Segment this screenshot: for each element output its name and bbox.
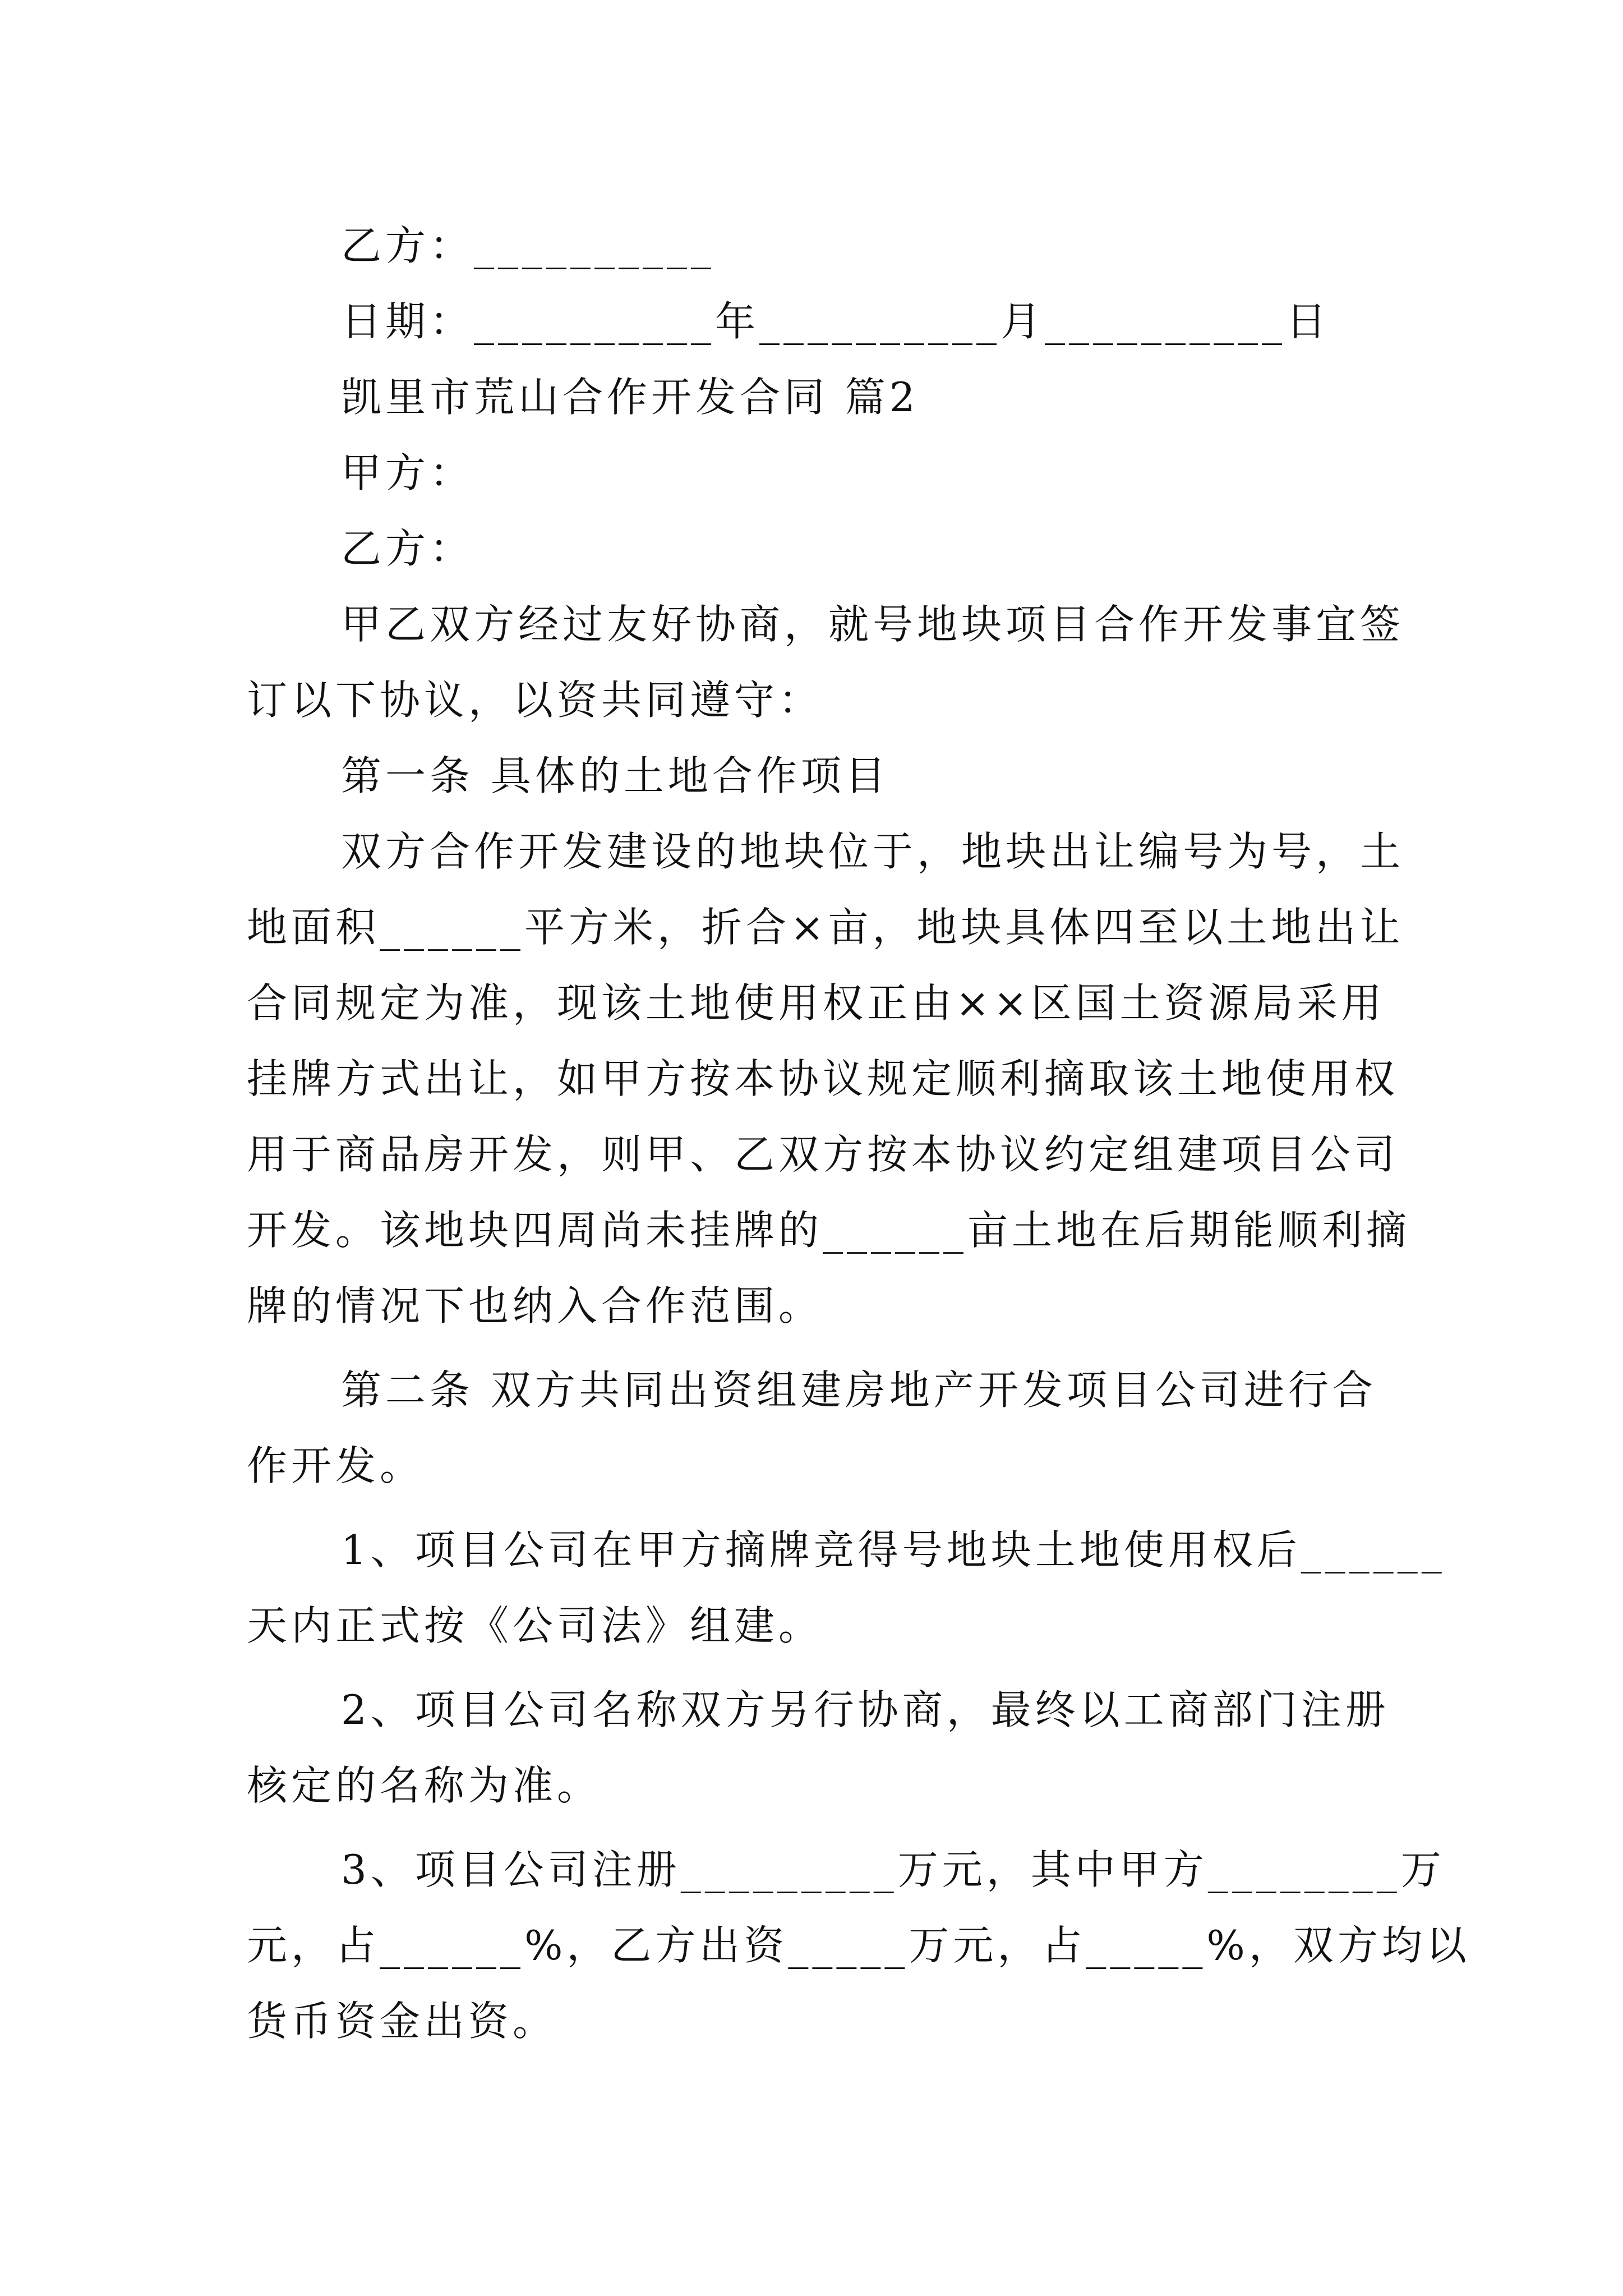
article-1-paragraph-line: 双方合作开发建设的地块位于，地块出让编号为号，土 bbox=[341, 828, 1405, 875]
intro-paragraph-line: 甲乙双方经过友好协商，就号地块项目合作开发事宜签 bbox=[341, 601, 1405, 648]
article-1-paragraph-line: 开发。该地块四周尚未挂牌的______亩土地在后期能顺利摘 bbox=[247, 1207, 1411, 1254]
party-a-label: 甲方： bbox=[341, 449, 474, 496]
intro-paragraph-line: 订以下协议，以资共同遵守： bbox=[247, 677, 823, 724]
date-line: 日期：__________年__________月__________日 bbox=[341, 298, 1331, 345]
clause-3-line: 货币资金出资。 bbox=[247, 1998, 557, 2045]
clause-3-line: 元，占______%，乙方出资_____万元，占_____%，双方均以 bbox=[247, 1922, 1470, 1969]
article-1-paragraph-line: 合同规定为准，现该土地使用权正由××区国土资源局采用 bbox=[247, 979, 1386, 1027]
article-1-heading: 第一条 具体的土地合作项目 bbox=[341, 752, 889, 799]
article-1-paragraph-line: 牌的情况下也纳入合作范围。 bbox=[247, 1282, 823, 1329]
clause-3-line: 3、项目公司注册_________万元，其中甲方________万 bbox=[341, 1846, 1445, 1893]
section-title: 凯里市荒山合作开发合同 篇2 bbox=[341, 374, 919, 421]
clause-2-line: 核定的名称为准。 bbox=[247, 1762, 602, 1809]
article-2-heading: 第二条 双方共同出资组建房地产开发项目公司进行合 bbox=[341, 1366, 1377, 1414]
article-1-paragraph-line: 地面积______平方米，折合×亩，地块具体四至以土地出让 bbox=[247, 904, 1404, 951]
clause-2-line: 2、项目公司名称双方另行协商，最终以工商部门注册 bbox=[341, 1686, 1390, 1733]
article-1-paragraph-line: 挂牌方式出让，如甲方按本协议规定顺利摘取该土地使用权 bbox=[247, 1055, 1399, 1102]
party-b-signature-line: 乙方：__________ bbox=[341, 222, 716, 269]
party-b-label: 乙方： bbox=[341, 525, 474, 572]
clause-1-line: 1、项目公司在甲方摘牌竞得号地块土地使用权后______ bbox=[341, 1526, 1446, 1573]
article-2-heading-cont: 作开发。 bbox=[247, 1442, 425, 1489]
clause-1-line: 天内正式按《公司法》组建。 bbox=[247, 1602, 823, 1649]
article-1-paragraph-line: 用于商品房开发，则甲、乙双方按本协议约定组建项目公司 bbox=[247, 1131, 1399, 1178]
